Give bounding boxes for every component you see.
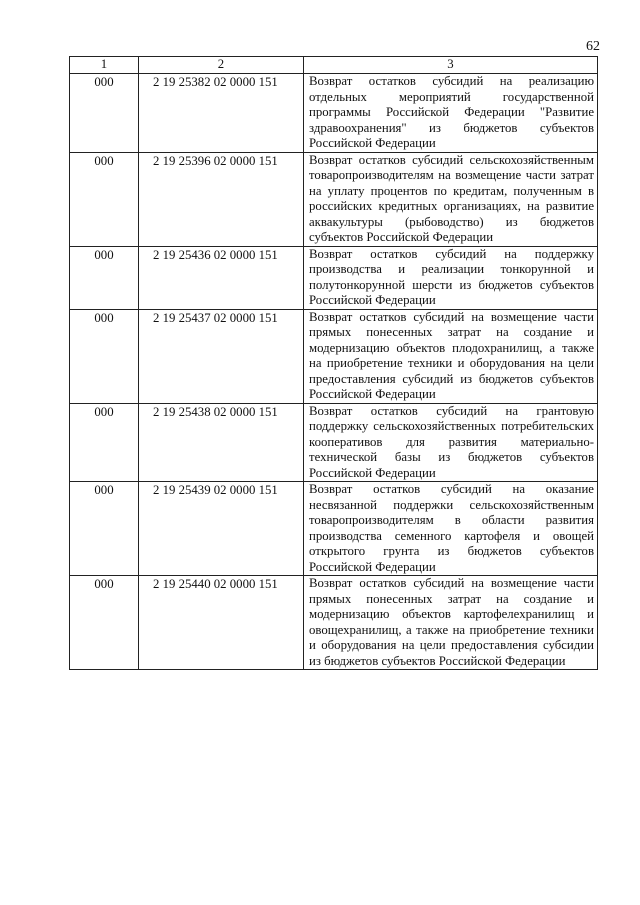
budget-code-cell: 2 19 25438 02 0000 151 bbox=[139, 403, 304, 482]
description-cell: Возврат остатков субсидий на возмещение части прямых понесенных затрат на создание и модернизацию объектов картофелехранилищ и овощехранилищ, а также на приобретение техники и оборудования на цели предоставления субсидии из бюджетов субъектов Российской Федерации bbox=[304, 576, 598, 670]
description-cell: Возврат остатков субсидий сельскохозяйственным товаропроизводителям на возмещение части затрат на уплату процентов по кредитам, полученным в российских кредитных организациях, на развитие аквакультуры (рыбоводство) из бюджетов субъектов Российской Федерации bbox=[304, 152, 598, 246]
description-cell: Возврат остатков субсидий на поддержку производства и реализации тонкорунной и полутонкорунной шерсти из бюджетов субъектов Российской Федерации bbox=[304, 246, 598, 309]
table-row bbox=[70, 246, 598, 309]
budget-code-cell: 2 19 25396 02 0000 151 bbox=[139, 152, 304, 246]
table-row bbox=[70, 482, 598, 576]
budget-code-cell: 2 19 25440 02 0000 151 bbox=[139, 576, 304, 670]
description-cell: Возврат остатков субсидий на возмещение части прямых понесенных затрат на создание и модернизацию объектов плодохранилищ, а также на приобретение техники и оборудования на цели предоставления субсидий из бюджетов субъектов Российской Федерации bbox=[304, 309, 598, 403]
admin-code-cell: 000 bbox=[70, 576, 139, 670]
admin-code-cell: 000 bbox=[70, 246, 139, 309]
admin-code-cell: 000 bbox=[70, 403, 139, 482]
description-cell: Возврат остатков субсидий на реализацию отдельных мероприятий государственной программы Российской Федерации "Развитие здравоохранения" из бюджетов субъектов Российской Федерации bbox=[304, 74, 598, 153]
admin-code-cell: 000 bbox=[70, 482, 139, 576]
table-header-row bbox=[70, 57, 598, 74]
budget-code-cell: 2 19 25437 02 0000 151 bbox=[139, 309, 304, 403]
header-col-1: 1 bbox=[70, 57, 139, 74]
description-cell: Возврат остатков субсидий на грантовую поддержку сельскохозяйственных потребительских кооперативов для развития материально-технической базы из бюджетов субъектов Российской Федерации bbox=[304, 403, 598, 482]
header-col-3: 3 bbox=[304, 57, 598, 74]
page-number: 62 bbox=[586, 39, 600, 54]
table-row bbox=[70, 74, 598, 153]
table-row bbox=[70, 576, 598, 670]
budget-code-cell: 2 19 25439 02 0000 151 bbox=[139, 482, 304, 576]
admin-code-cell: 000 bbox=[70, 74, 139, 153]
table-row bbox=[70, 309, 598, 403]
budget-code-cell: 2 19 25382 02 0000 151 bbox=[139, 74, 304, 153]
table-row bbox=[70, 403, 598, 482]
admin-code-cell: 000 bbox=[70, 152, 139, 246]
table-row bbox=[70, 152, 598, 246]
codes-table bbox=[69, 56, 598, 670]
admin-code-cell: 000 bbox=[70, 309, 139, 403]
budget-code-cell: 2 19 25436 02 0000 151 bbox=[139, 246, 304, 309]
header-col-2: 2 bbox=[139, 57, 304, 74]
description-cell: Возврат остатков субсидий на оказание несвязанной поддержки сельскохозяйственным товаропроизводителям в области развития производства семенного картофеля и овощей открытого грунта из бюджетов субъектов Российской Федерации bbox=[304, 482, 598, 576]
